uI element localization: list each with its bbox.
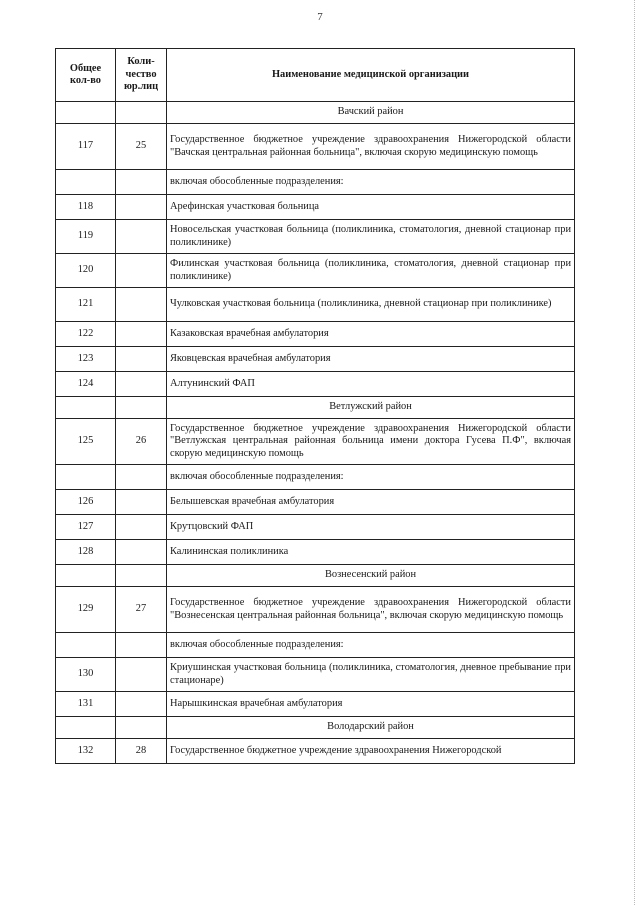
row-name: Нарышкинская врачебная амбулатория <box>167 692 575 717</box>
row-count <box>116 372 167 397</box>
row-total: 129 <box>56 587 116 633</box>
district-name: Володарский район <box>167 717 575 739</box>
row-name: Чулковская участковая больница (поликлиника, дневной стационар при поликлинике) <box>167 288 575 322</box>
table-row <box>56 220 575 254</box>
district-row <box>56 717 575 739</box>
table-header-row <box>56 49 575 102</box>
row-total: 127 <box>56 515 116 540</box>
row-name: Новосельская участковая больница (поликлиника, стоматология, дневной стационар при поликлинике) <box>167 220 575 254</box>
row-note: включая обособленные подразделения: <box>167 633 575 658</box>
row-name: Яковцевская врачебная амбулатория <box>167 347 575 372</box>
row-count <box>116 540 167 565</box>
row-count <box>116 490 167 515</box>
table-row <box>56 587 575 633</box>
table-row <box>56 515 575 540</box>
table-row <box>56 692 575 717</box>
row-name: Калининская поликлиника <box>167 540 575 565</box>
district-name: Вачский район <box>167 102 575 124</box>
table-row <box>56 658 575 692</box>
note-row <box>56 465 575 490</box>
row-total: 125 <box>56 419 116 465</box>
row-name: Арефинская участковая больница <box>167 195 575 220</box>
row-count <box>116 288 167 322</box>
table-row <box>56 288 575 322</box>
row-note: включая обособленные подразделения: <box>167 465 575 490</box>
row-total: 128 <box>56 540 116 565</box>
row-count <box>116 692 167 717</box>
row-name: Государственное бюджетное учреждение здравоохранения Нижегородской области "Вачская центральная районная больница", включая скорую медицинскую помощь <box>167 124 575 170</box>
row-total: 132 <box>56 739 116 764</box>
row-count: 26 <box>116 419 167 465</box>
row-count <box>116 658 167 692</box>
row-name: Белышевская врачебная амбулатория <box>167 490 575 515</box>
table-row <box>56 540 575 565</box>
row-name: Государственное бюджетное учреждение здравоохранения Нижегородской области "Ветлужская центральная районная больница имени доктора Гусева П.Ф", включая скорую медицинскую помощь <box>167 419 575 465</box>
row-count <box>116 220 167 254</box>
row-count <box>116 515 167 540</box>
note-row <box>56 170 575 195</box>
table-row <box>56 372 575 397</box>
row-count <box>116 195 167 220</box>
row-total: 131 <box>56 692 116 717</box>
row-count <box>116 322 167 347</box>
page-number: 7 <box>317 11 323 23</box>
row-total: 122 <box>56 322 116 347</box>
row-count: 27 <box>116 587 167 633</box>
table-row <box>56 347 575 372</box>
medical-organizations-table <box>55 48 575 764</box>
row-total: 120 <box>56 254 116 288</box>
district-row <box>56 565 575 587</box>
header-name: Наименование медицинской организации <box>167 49 575 102</box>
row-count <box>116 254 167 288</box>
table-row <box>56 195 575 220</box>
row-name: Криушинская участковая больница (поликлиника, стоматология, дневное пребывание при стационаре) <box>167 658 575 692</box>
header-total: Общее кол-во <box>56 49 116 102</box>
row-name: Алтунинский ФАП <box>167 372 575 397</box>
row-total: 124 <box>56 372 116 397</box>
row-name: Государственное бюджетное учреждение здравоохранения Нижегородской области "Вознесенская центральная районная больница", включая скорую медицинскую помощь <box>167 587 575 633</box>
row-count <box>116 347 167 372</box>
row-total: 126 <box>56 490 116 515</box>
row-name: Крутцовский ФАП <box>167 515 575 540</box>
table-row <box>56 490 575 515</box>
table-row <box>56 322 575 347</box>
table-row <box>56 739 575 764</box>
district-row <box>56 397 575 419</box>
note-row <box>56 633 575 658</box>
row-total: 119 <box>56 220 116 254</box>
row-count: 25 <box>116 124 167 170</box>
row-total: 118 <box>56 195 116 220</box>
row-note: включая обособленные подразделения: <box>167 170 575 195</box>
row-name: Государственное бюджетное учреждение здравоохранения Нижегородской <box>167 739 575 764</box>
district-name: Ветлужский район <box>167 397 575 419</box>
row-name: Казаковская врачебная амбулатория <box>167 322 575 347</box>
row-name: Филинская участковая больница (поликлиника, стоматология, дневной стационар при поликлинике) <box>167 254 575 288</box>
row-total: 130 <box>56 658 116 692</box>
table-row <box>56 419 575 465</box>
row-count: 28 <box>116 739 167 764</box>
header-count: Коли-чество юр.лиц <box>116 49 167 102</box>
row-total: 123 <box>56 347 116 372</box>
table-row <box>56 254 575 288</box>
row-total: 117 <box>56 124 116 170</box>
page-edge-divider <box>634 0 635 905</box>
table-row <box>56 124 575 170</box>
row-total: 121 <box>56 288 116 322</box>
district-row <box>56 102 575 124</box>
district-name: Вознесенский район <box>167 565 575 587</box>
